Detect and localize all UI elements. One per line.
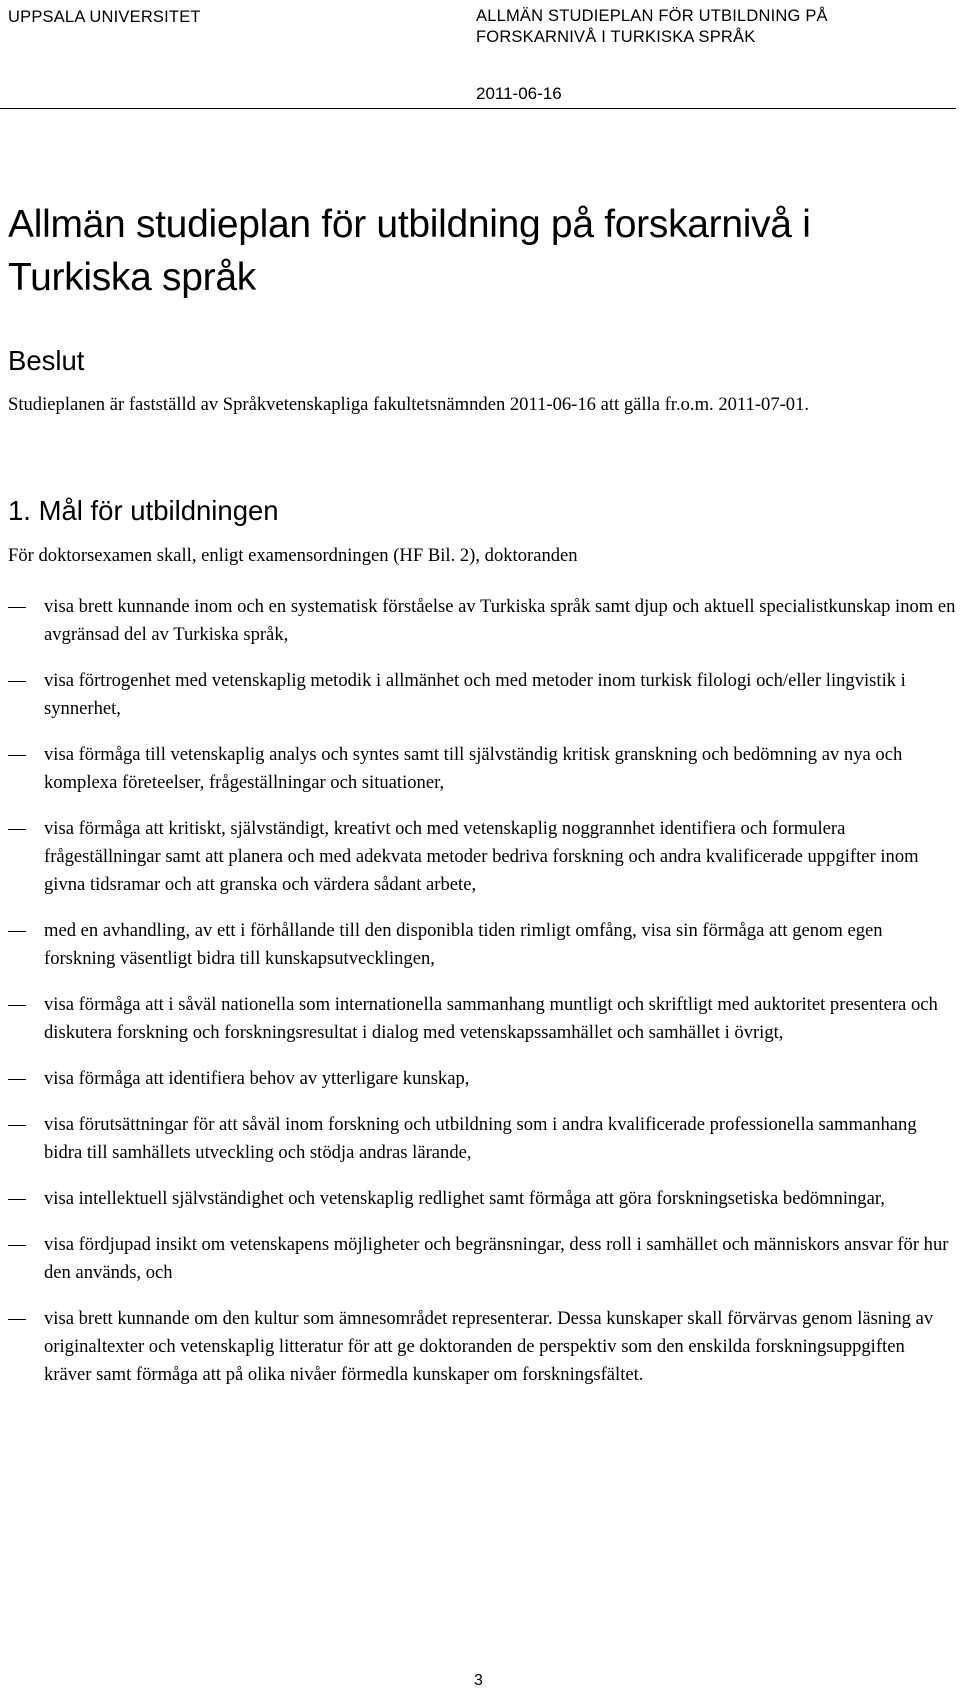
goal-text: visa brett kunnande om den kultur som ämnesområdet representerar. Dessa kunskaper skall förvärvas genom läsning av originaltexter och vetenskaplig litteratur för att ge doktoranden de perspektiv som den enskilda forskningsuppgiften kräver samt förmåga att på olika nivåer förmedla kunskaper om forskningsfältet. (44, 1308, 934, 1385)
dash-bullet (8, 1199, 26, 1200)
header-divider (0, 108, 956, 109)
goal-text: visa förutsättningar för att såväl inom forskning och utbildning som i andra kvalificerade professionella sammanhang bidra till samhällets utveckling och stödja andras lärande, (44, 1114, 917, 1163)
dash-bullet (8, 607, 26, 608)
goal-text: visa brett kunnande inom och en systematisk förståelse av Turkiska språk samt djup och aktuell specialistkunskap inom en avgränsad del av Turkiska språk, (44, 596, 956, 645)
dash-bullet (8, 755, 26, 756)
beslut-heading: Beslut (8, 345, 85, 376)
dash-bullet (8, 829, 26, 830)
goal-text: visa förmåga till vetenskaplig analys och syntes samt till självständig kritisk granskning och bedömning av nya och komplexa företeelser, frågeställningar och situationer, (44, 744, 903, 793)
goal-text: visa förmåga att i såväl nationella som internationella sammanhang muntligt och skriftligt med auktoritet presentera och diskutera forskning och forskningsresultat i dialog med vetenskapssamhället och samhället i övrigt, (44, 994, 938, 1043)
dash-bullet (8, 1319, 26, 1320)
dash-bullet (8, 1079, 26, 1080)
goal-item (0, 1111, 956, 1167)
dash-bullet (8, 681, 26, 682)
dash-bullet (8, 931, 26, 932)
goal-text: visa intellektuell självständighet och vetenskaplig redlighet samt förmåga att göra forskningsetiska bedömningar, (44, 1188, 885, 1209)
header-date: 2011-06-16 (476, 84, 562, 103)
goal-text: visa förmåga att identifiera behov av ytterligare kunskap, (44, 1068, 470, 1089)
page-number: 3 (474, 1672, 483, 1689)
goal-text: med en avhandling, av ett i förhållande till den disponibla tiden rimligt omfång, visa sin förmåga att genom egen forskning väsentligt bidra till kunskapsutvecklingen, (44, 920, 883, 969)
goals-list (0, 593, 956, 1407)
goal-item (0, 1185, 956, 1213)
header-document-label: ALLMÄN STUDIEPLAN FÖR UTBILDNING PÅ FORSKARNIVÅ I TURKISKA SPRÅK (476, 7, 828, 46)
goal-item (0, 1305, 956, 1389)
dash-bullet (8, 1005, 26, 1006)
header-institution: UPPSALA UNIVERSITET (8, 8, 201, 26)
mal-intro: För doktorsexamen skall, enligt examensordningen (HF Bil. 2), doktoranden (8, 545, 578, 566)
document-title: Allmän studieplan för utbildning på forskarnivå i Turkiska språk (8, 203, 811, 299)
goal-item (0, 815, 956, 899)
goal-item (0, 1231, 956, 1287)
beslut-text: Studieplanen är fastställd av Språkvetenskapliga fakultetsnämnden 2011-06-16 att gälla fr.o.m. 2011-07-01. (8, 394, 810, 415)
mal-heading: 1. Mål för utbildningen (8, 495, 279, 526)
goal-item (0, 1065, 956, 1093)
goal-text: visa fördjupad insikt om vetenskapens möjligheter och begränsningar, dess roll i samhället och människors ansvar för hur den används, och (44, 1234, 949, 1283)
goal-item (0, 667, 956, 723)
goal-item (0, 593, 956, 649)
goal-item (0, 917, 956, 973)
dash-bullet (8, 1125, 26, 1126)
goal-item (0, 741, 956, 797)
goal-text: visa förtrogenhet med vetenskaplig metodik i allmänhet och med metoder inom turkisk filologi och/eller lingvistik i synnerhet, (44, 670, 906, 719)
goal-item (0, 991, 956, 1047)
goal-text: visa förmåga att kritiskt, självständigt, kreativt och med vetenskaplig noggrannhet identifiera och formulera frågeställningar samt att planera och med adekvata metoder bedriva forskning och andra kvalificerade uppgifter inom givna tidsramar och att granska och värdera sådant arbete, (44, 818, 919, 895)
dash-bullet (8, 1245, 26, 1246)
